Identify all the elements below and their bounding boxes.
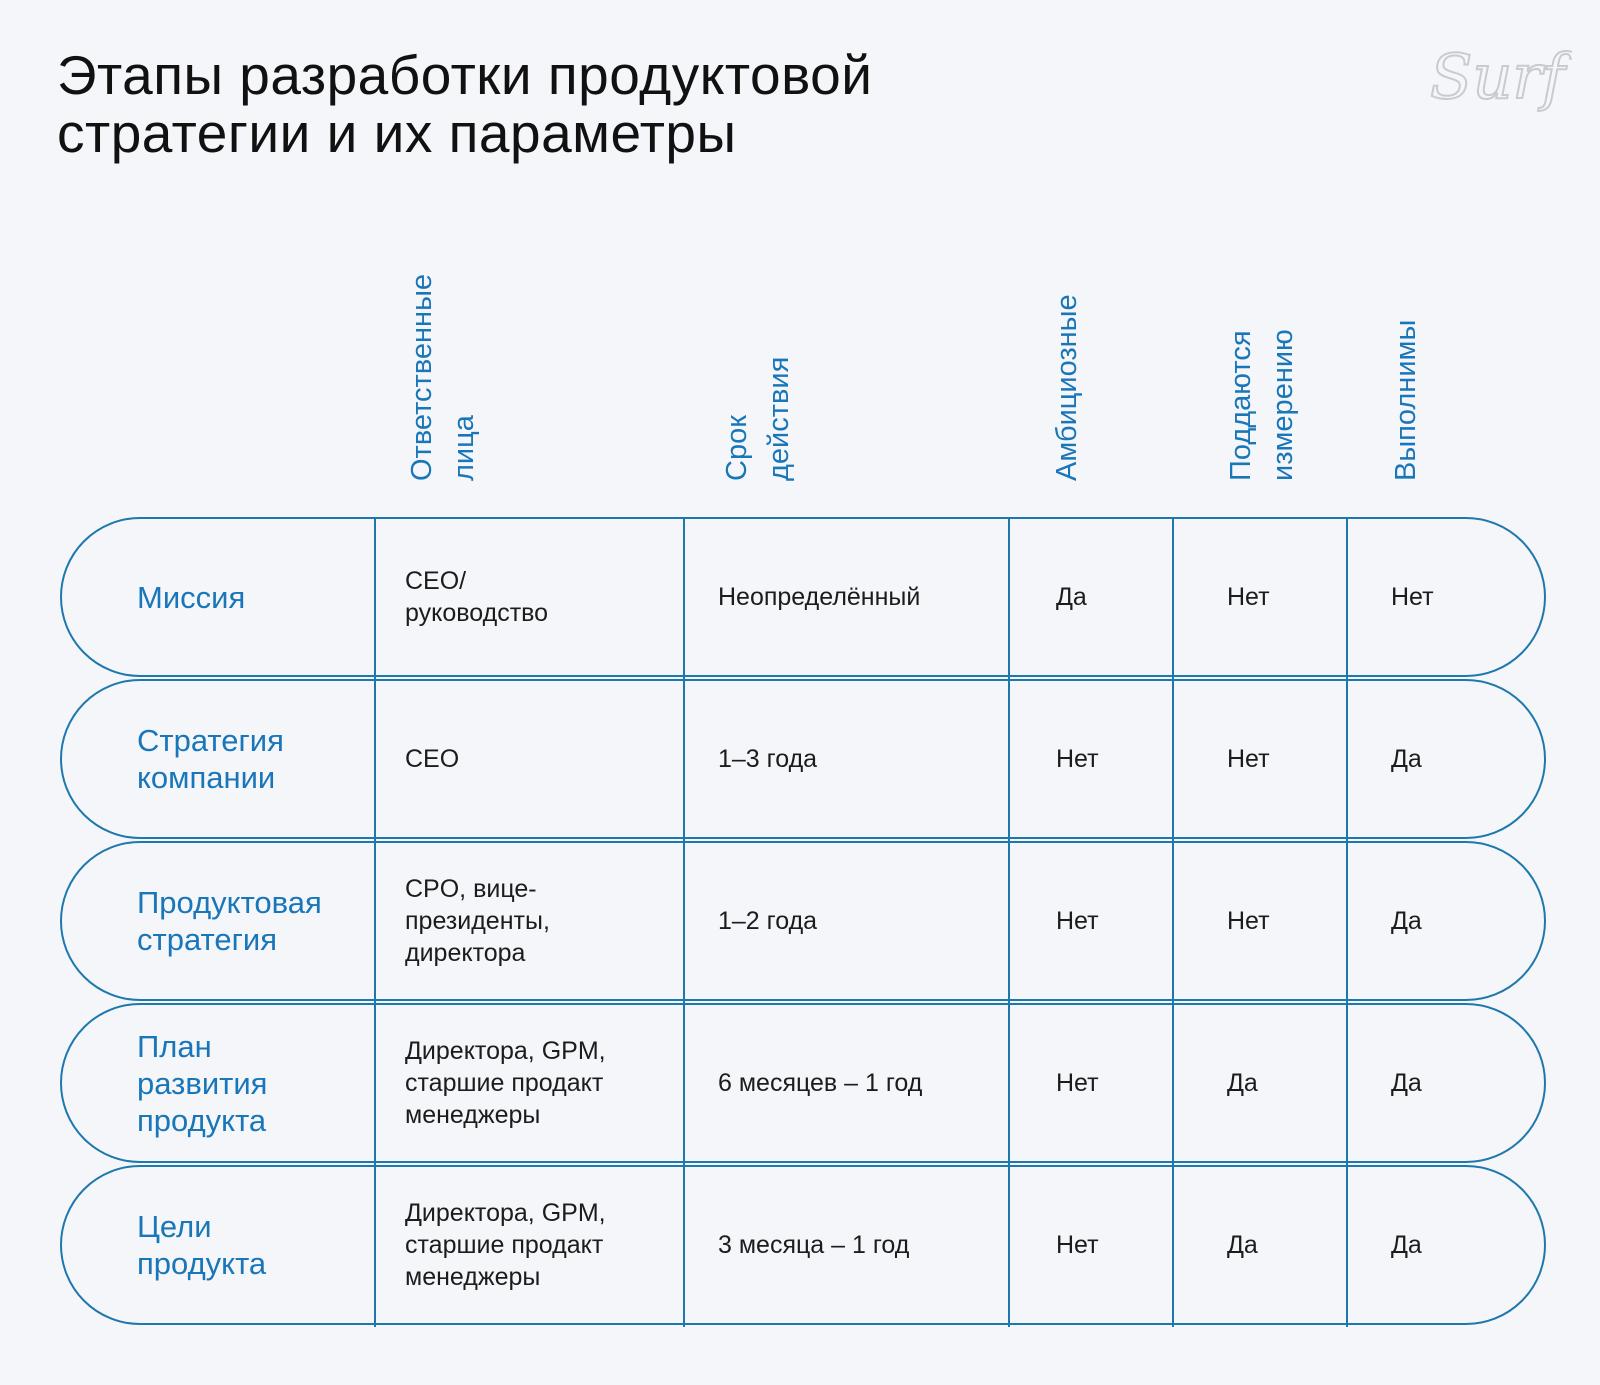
cell-responsible: Директора, GPM, старшие продакт менеджеры — [405, 1037, 606, 1129]
cell-ambitious: Нет — [1056, 907, 1099, 935]
column-header-responsible: Ответственные лица — [406, 273, 480, 481]
cell-ambitious: Да — [1056, 583, 1087, 611]
cell-duration: Неопределённый — [718, 583, 921, 611]
cell-achievable: Да — [1391, 907, 1422, 935]
column-header-duration: Срок действия — [721, 356, 795, 481]
cell-ambitious: Нет — [1056, 745, 1099, 773]
cell-achievable: Нет — [1391, 583, 1434, 611]
cell-measurable: Нет — [1227, 907, 1270, 935]
cell-duration: 6 месяцев – 1 год — [718, 1069, 923, 1097]
svg-text:Surf: Surf — [1430, 40, 1565, 113]
stage-label: План развития продукта — [137, 1028, 268, 1138]
surf-logo — [1422, 26, 1572, 131]
stage-label: Миссия — [137, 579, 246, 615]
cell-responsible: CPO, вице- президенты, директора — [405, 875, 550, 967]
cell-achievable: Да — [1391, 1231, 1422, 1259]
column-divider — [1008, 517, 1010, 1327]
stage-label: Продуктовая стратегия — [137, 885, 322, 957]
stage-label: Стратегия компании — [137, 723, 284, 795]
column-divider — [1346, 517, 1348, 1327]
cell-ambitious: Нет — [1056, 1231, 1099, 1259]
cell-responsible: CEO — [405, 745, 460, 773]
cell-duration: 1–2 года — [718, 907, 818, 935]
stage-label: Цели продукта — [137, 1209, 267, 1281]
cell-measurable: Да — [1227, 1231, 1258, 1259]
cell-measurable: Да — [1227, 1069, 1258, 1097]
cell-measurable: Нет — [1227, 745, 1270, 773]
cell-responsible: Директора, GPM, старшие продакт менеджеры — [405, 1199, 606, 1291]
page-title: Этапы разработки продуктовой стратегии и их параметры — [57, 44, 873, 164]
cell-achievable: Да — [1391, 745, 1422, 773]
cell-duration: 1–3 года — [718, 745, 818, 773]
column-header-achievable: Выполнимы — [1390, 319, 1422, 481]
cell-responsible: CEO/ руководство — [405, 567, 549, 627]
column-header-ambitious: Амбициозные — [1051, 294, 1083, 481]
column-divider — [683, 517, 685, 1327]
column-divider — [1172, 517, 1174, 1327]
column-header-measurable: Поддаются измерению — [1225, 329, 1299, 481]
cell-achievable: Да — [1391, 1069, 1422, 1097]
cell-duration: 3 месяца – 1 год — [718, 1231, 910, 1259]
column-divider — [374, 517, 376, 1327]
cell-measurable: Нет — [1227, 583, 1270, 611]
cell-ambitious: Нет — [1056, 1069, 1099, 1097]
